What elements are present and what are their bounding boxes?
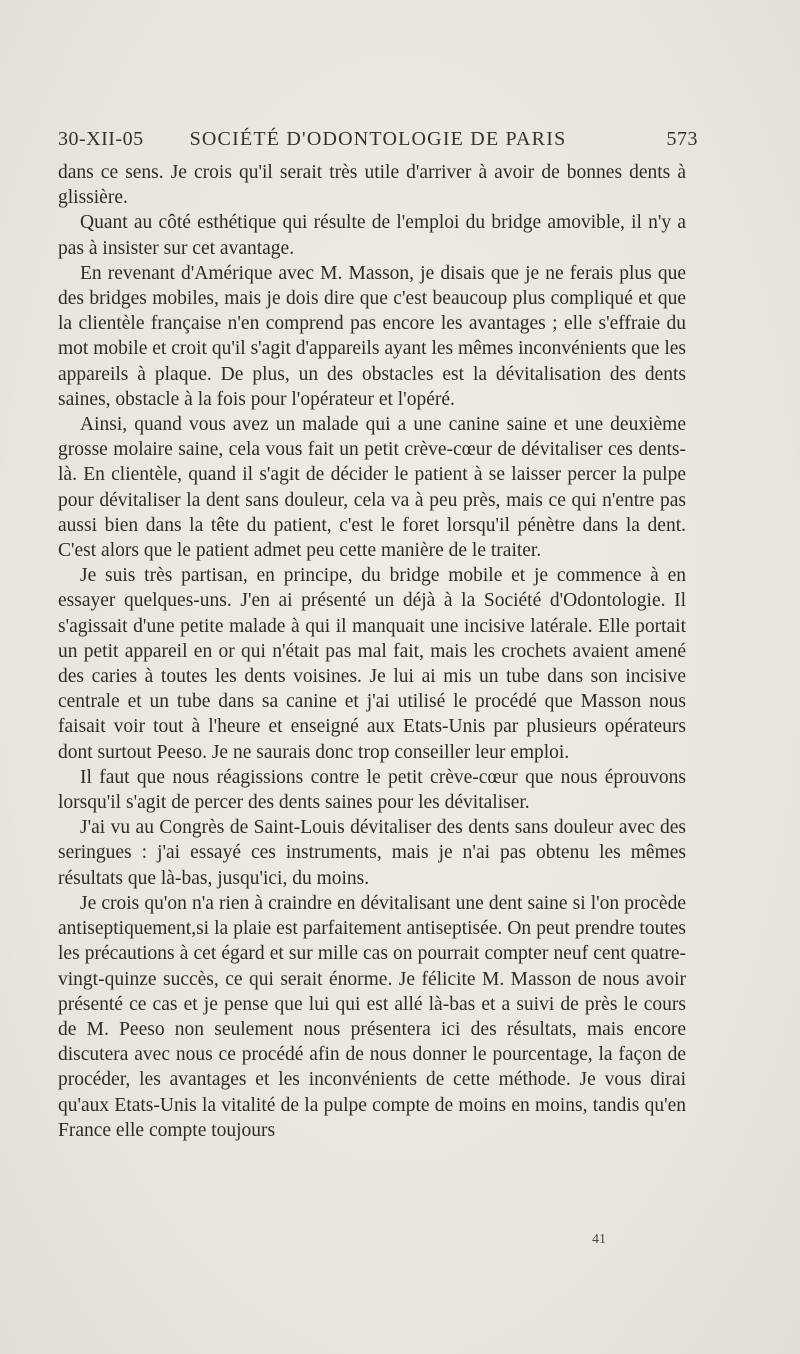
paragraph: Je crois qu'on n'a rien à craindre en dévitalisant une dent saine si l'on procède antiseptiquement,si la plaie est parfaitement antiseptisée. On peut prendre toutes les précautions à cet égard et sur mille cas on pourrait compter neuf cent quatre-vingt-quinze succès, ce qui serait énorme. Je félicite M. Masson de nous avoir présenté ce cas et je pense que lui qui est allé là-bas et a suivi de près le cours de M. Peeso non seulement nous présentera ici des résultats, mais encore discutera avec nous ce procédé afin de nous donner le pourcentage, la façon de procéder, les avantages et les inconvénients de cette méthode. Je vous dirai qu'aux Etats-Unis la vitalité de la pulpe compte de moins en moins, tandis qu'en France elle compte toujours — [58, 892, 686, 1141]
paragraph: Il faut que nous réagissions contre le petit crève-cœur que nous éprouvons lorsqu'il s'agit de percer des dents saines pour les dévitaliser. — [58, 766, 686, 814]
paragraph: J'ai vu au Congrès de Saint-Louis dévitaliser des dents sans douleur avec des seringues : j'ai essayé ces instruments, mais je n'ai pas obtenu les mêmes résultats que là-bas, jusqu'ici, du moins. — [58, 817, 686, 889]
running-header — [58, 128, 698, 158]
paragraph: Quant au côté esthétique qui résulte de l'emploi du bridge amovible, il n'y a pas à insister sur cet avantage. — [58, 212, 686, 259]
paragraph: dans ce sens. Je crois qu'il serait très utile d'arriver à avoir de bonnes dents à glissière. — [58, 162, 686, 209]
body-text — [58, 160, 686, 1143]
header-title: SOCIÉTÉ D'ODONTOLOGIE DE PARIS — [189, 128, 567, 150]
paragraph: En revenant d'Amérique avec M. Masson, je disais que je ne ferais plus que des bridges mobiles, mais je dois dire que c'est beaucoup plus compliqué et que la clientèle française n'en comprend pas encore les avantages ; elle s'effraie du mot mobile et croit qu'il s'agit d'appareils ayant les mêmes inconvénients que les appareils à plaque. De plus, un des obstacles est la dévitalisation des dents saines, obstacle à la fois pour l'opérateur et l'opéré. — [58, 262, 686, 410]
signature-mark: 41 — [592, 1232, 606, 1247]
paragraph: Ainsi, quand vous avez un malade qui a une canine saine et une deuxième grosse molaire saine, cela vous fait un petit crève-cœur de dévitaliser ces dents-là. En clientèle, quand il s'agit de décider le patient à se laisser percer la pulpe pour dévitaliser la dent sans douleur, cela va à peu près, mais ce qui n'entre pas aussi bien dans la tête du patient, c'est le foret lorsqu'il pénètre dans la dent. C'est alors que le patient admet peu cette manière de le traiter. — [58, 414, 686, 562]
page-number: 573 — [666, 128, 698, 150]
paragraph: Je suis très partisan, en principe, du bridge mobile et je commence à en essayer quelques-uns. J'en ai présenté un déjà à la Société d'Odontologie. Il s'agissait d'une petite malade à qui il manquait une incisive latérale. Elle portait un petit appareil en or qui n'était pas mal fait, mais les crochets avaient amené des caries à toutes les dents voisines. Je lui ai mis un tube dans son incisive centrale et un tube dans sa canine et j'ai utilisé le procédé que Masson nous faisait voir tout à l'heure et enseigné aux Etats-Unis par plusieurs opérateurs dont surtout Peeso. Je ne saurais donc trop conseiller leur emploi. — [58, 565, 686, 763]
header-date: 30-XII-05 — [58, 128, 144, 150]
